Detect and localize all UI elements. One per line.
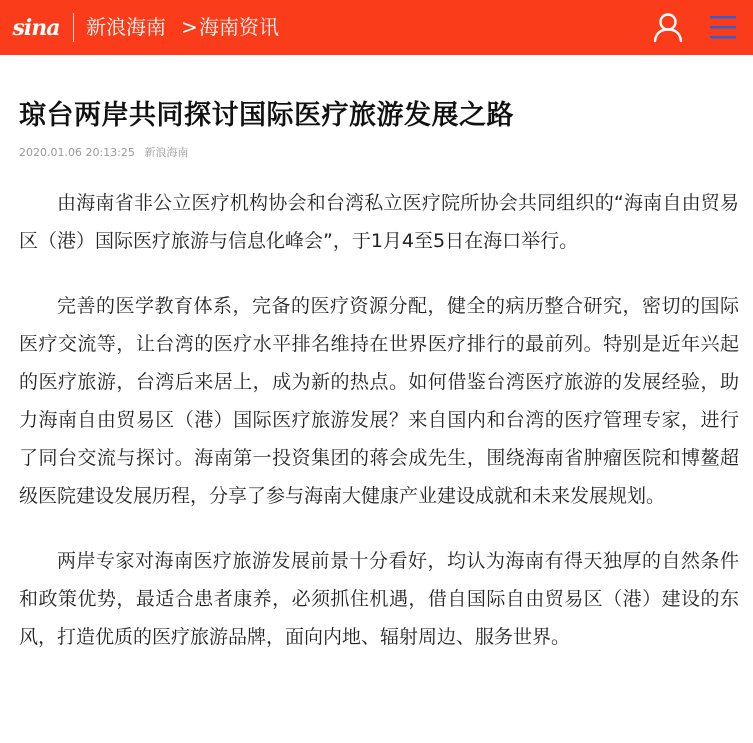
article-body bbox=[19, 184, 739, 683]
user-icon bbox=[652, 11, 684, 43]
sina-logo-text: sina bbox=[12, 15, 60, 41]
header-divider bbox=[73, 13, 74, 42]
article-paragraph: 由海南省非公立医疗机构协会和台湾私立医疗院所协会共同组织的“海南自由贸易区（港）国际医疗旅游与信息化峰会”，于1月4至5日在海口举行。 bbox=[19, 192, 739, 252]
hamburger-menu-icon bbox=[708, 12, 738, 42]
article-source[interactable]: 新浪海南 bbox=[144, 146, 189, 159]
article-date: 2020.01.06 20:13:25 bbox=[19, 146, 135, 159]
breadcrumb-site[interactable]: 新浪海南 bbox=[86, 15, 166, 39]
article-paragraph: 完善的医学教育体系，完备的医疗资源分配，健全的病历整合研究，密切的国际医疗交流等，让台湾的医疗水平排名维持在世界医疗排行的最前列。特别是近年兴起的医疗旅游，台湾后来居上，成为新的热点。如何借鉴台湾医疗旅游的发展经验，助力海南自由贸易区（港）国际医疗旅游发展？来自国内和台湾的医疗管理专家，进行了同台交流与探讨。海南第一投资集团的蒋会成先生，围绕海南省肿瘤医院和博鳌超级医院建设发展历程，分享了参与海南大健康产业建设成就和未来发展规划。 bbox=[19, 295, 739, 507]
article-title: 琼台两岸共同探讨国际医疗旅游发展之路 bbox=[19, 100, 514, 131]
breadcrumb-section[interactable]: 海南资讯 bbox=[199, 15, 279, 39]
sina-logo[interactable] bbox=[10, 14, 62, 42]
top-nav-bar bbox=[0, 0, 753, 55]
breadcrumb-separator: > bbox=[181, 15, 198, 39]
menu-button[interactable] bbox=[708, 12, 738, 42]
article-paragraph: 两岸专家对海南医疗旅游发展前景十分看好，均认为海南有得天独厚的自然条件和政策优势，最适合患者康养，必须抓住机遇，借自国际自由贸易区（港）建设的东风，打造优质的医疗旅游品牌，面向内地、辐射周边、服务世界。 bbox=[19, 550, 739, 648]
user-button[interactable] bbox=[652, 11, 684, 43]
article-meta bbox=[19, 146, 194, 160]
